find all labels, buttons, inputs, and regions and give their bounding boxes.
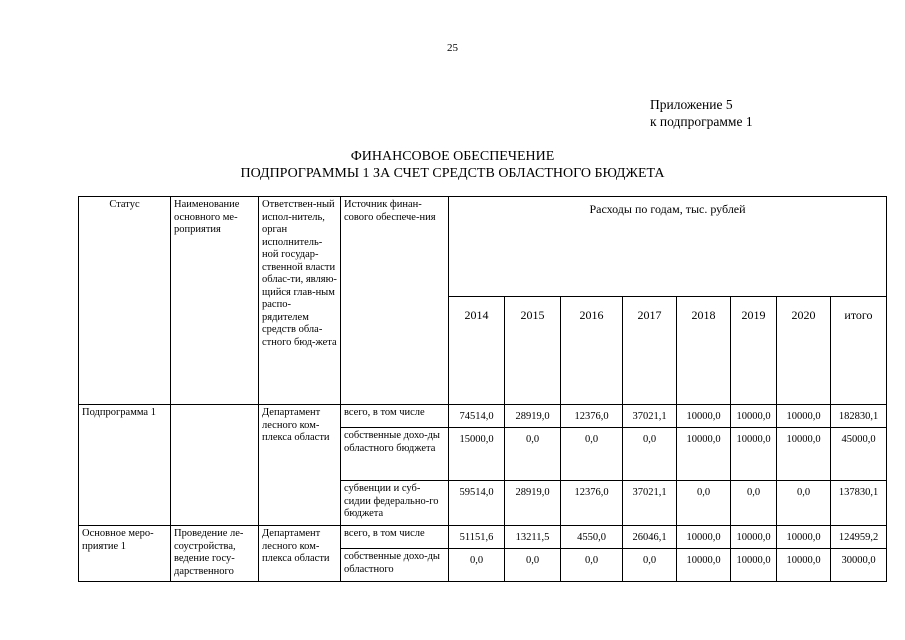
value-cell: 10000,0 (677, 428, 731, 481)
value-cell: 45000,0 (831, 428, 887, 481)
value-cell: 10000,0 (731, 526, 777, 549)
page-number: 25 (447, 42, 458, 54)
header-source: Источник финан-сового обеспече-ния (341, 197, 449, 405)
value-cell: 10000,0 (677, 405, 731, 428)
value-cell: 0,0 (561, 549, 623, 582)
row-source: всего, в том числе (341, 405, 449, 428)
header-responsible: Ответствен-ный испол-нитель, орган исполнитель-ной государ-ственной власти облас-ти, являю-щийся глав-ным распо-рядителем средств обла-стного бюд-жета (259, 197, 341, 405)
document-title (0, 148, 905, 182)
value-cell: 28919,0 (505, 405, 561, 428)
value-cell: 0,0 (777, 481, 831, 526)
value-cell: 59514,0 (449, 481, 505, 526)
header-status: Статус (79, 197, 171, 405)
row-source: всего, в том числе (341, 526, 449, 549)
value-cell: 4550,0 (561, 526, 623, 549)
value-cell: 13211,5 (505, 526, 561, 549)
row-responsible: Департамент лесного ком-плекса области (259, 405, 341, 526)
value-cell: 10000,0 (731, 549, 777, 582)
value-cell: 10000,0 (677, 526, 731, 549)
value-cell: 12376,0 (561, 481, 623, 526)
value-cell: 30000,0 (831, 549, 887, 582)
value-cell: 15000,0 (449, 428, 505, 481)
row-source: собственные дохо-ды областного (341, 549, 449, 582)
value-cell: 0,0 (561, 428, 623, 481)
value-cell: 0,0 (505, 549, 561, 582)
value-cell: 28919,0 (505, 481, 561, 526)
value-cell: 0,0 (731, 481, 777, 526)
value-cell: 37021,1 (623, 481, 677, 526)
value-cell: 0,0 (623, 549, 677, 582)
header-expenses: Расходы по годам, тыс. рублей (449, 197, 887, 297)
value-cell: 182830,1 (831, 405, 887, 428)
value-cell: 10000,0 (777, 549, 831, 582)
value-cell: 10000,0 (731, 405, 777, 428)
appendix-note (650, 96, 753, 130)
header-row-1 (79, 197, 887, 297)
financing-table (78, 196, 887, 582)
row-status: Подпрограмма 1 (79, 405, 171, 526)
appendix-line-2: к подпрограмме 1 (650, 114, 753, 129)
row-name (171, 405, 259, 526)
value-cell: 0,0 (449, 549, 505, 582)
value-cell: 137830,1 (831, 481, 887, 526)
header-year: 2017 (623, 297, 677, 405)
header-year: 2018 (677, 297, 731, 405)
title-line-2: ПОДПРОГРАММЫ 1 ЗА СЧЕТ СРЕДСТВ ОБЛАСТНОГО БЮДЖЕТА (240, 166, 665, 181)
header-year: 2015 (505, 297, 561, 405)
row-source: собственные дохо-ды областного бюджета (341, 428, 449, 481)
header-name: Наименование основного ме-роприятия (171, 197, 259, 405)
value-cell: 37021,1 (623, 405, 677, 428)
value-cell: 74514,0 (449, 405, 505, 428)
value-cell: 0,0 (677, 481, 731, 526)
header-year: 2014 (449, 297, 505, 405)
table-row (79, 405, 887, 428)
title-line-1: ФИНАНСОВОЕ ОБЕСПЕЧЕНИЕ (350, 149, 555, 164)
row-name: Проведение ле-соустройства, ведение госу-дарственного (171, 526, 259, 582)
row-responsible: Департамент лесного ком-плекса области (259, 526, 341, 582)
value-cell: 51151,6 (449, 526, 505, 549)
value-cell: 12376,0 (561, 405, 623, 428)
row-status: Основное меро-приятие 1 (79, 526, 171, 582)
value-cell: 10000,0 (777, 428, 831, 481)
header-year: 2016 (561, 297, 623, 405)
value-cell: 0,0 (623, 428, 677, 481)
row-source: субвенции и суб-сидии федерально-го бюджета (341, 481, 449, 526)
value-cell: 10000,0 (777, 526, 831, 549)
appendix-line-1: Приложение 5 (650, 97, 733, 112)
value-cell: 26046,1 (623, 526, 677, 549)
header-year: 2020 (777, 297, 831, 405)
table-row (79, 526, 887, 549)
value-cell: 124959,2 (831, 526, 887, 549)
value-cell: 0,0 (505, 428, 561, 481)
value-cell: 10000,0 (731, 428, 777, 481)
value-cell: 10000,0 (777, 405, 831, 428)
header-year: 2019 (731, 297, 777, 405)
value-cell: 10000,0 (677, 549, 731, 582)
header-total: итого (831, 297, 887, 405)
